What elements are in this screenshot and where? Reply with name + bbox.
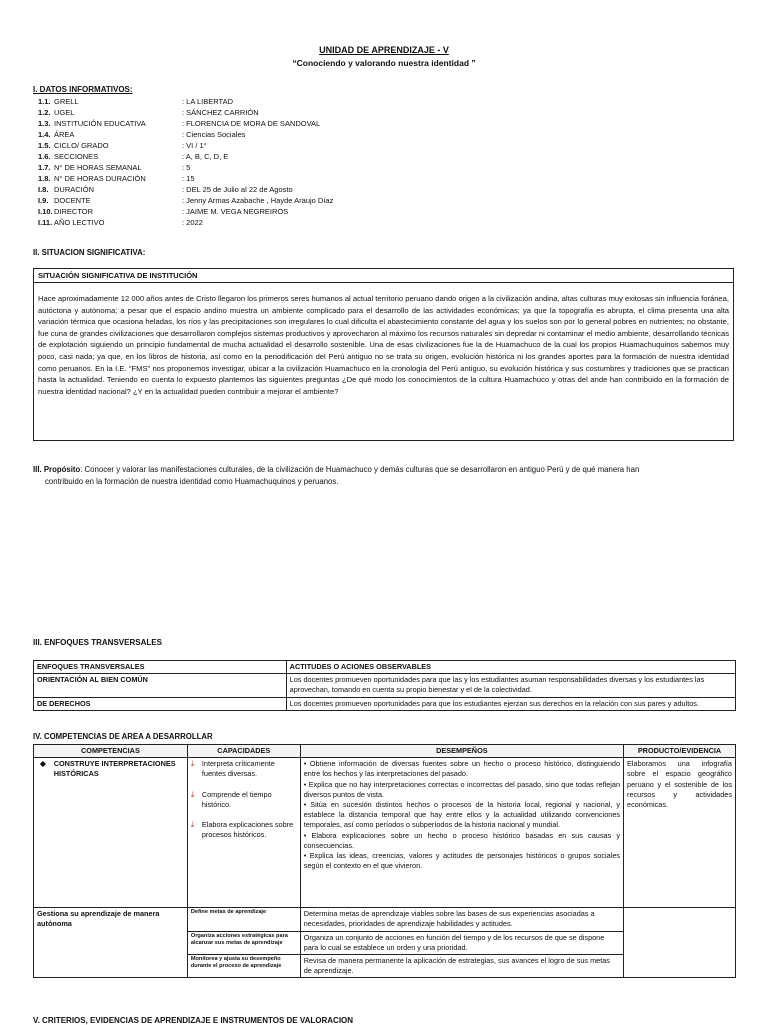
desempeno-item: Determina metas de aprendizaje viables sobre las bases de sus experiencias asociadas a necesidades, prioridades de aprendizaje habilidades y actitudes. [300, 908, 623, 931]
enfoque-text: Los docentes promueven oportunidades para que los estudiantes ejerzan sus derechos en la relación con sus pares y adultos. [286, 697, 735, 710]
info-number: 1.8. [38, 174, 51, 183]
info-value: : Jenny Armas Azabache , Hayde Araujo Díaz [182, 196, 334, 205]
info-row [38, 206, 538, 217]
info-label: DOCENTE [54, 196, 91, 205]
info-value: : LA LIBERTAD [182, 97, 233, 106]
situacion-box [33, 268, 734, 441]
capacidad-item: Interpreta críticamente fuentes diversas. [201, 759, 275, 779]
info-label: SECCIONES [54, 152, 99, 161]
situacion-box-title: SITUACIÓN SIGNIFICATIVA DE INSTITUCIÓN [34, 269, 733, 283]
info-value: : 5 [182, 163, 191, 172]
desempeno-item: • Obtiene información de diversas fuentes sobre un hecho o proceso histórico, distinguiendo entre los hechos y las interpretaciones del pasado. [303, 759, 621, 779]
info-row [38, 195, 538, 206]
info-label: N° DE HORAS DURACIÓN [54, 174, 146, 183]
info-number: 1.3. [38, 119, 51, 128]
competencias-heading: IV. COMPETENCIAS DE AREA A DESARROLLAR [33, 732, 213, 741]
info-value: : JAIME M. VEGA NEGREIROS [182, 207, 289, 216]
info-value: : A, B, C, D, E [182, 152, 229, 161]
diamond-bullet-icon: ◆ [40, 759, 46, 769]
info-label: AÑO LECTIVO [54, 218, 105, 227]
producto-cell: Elaboramos una infografía sobre el espacio geográfico peruano y el sostenible de los recursos y actividades económicas. [624, 758, 736, 908]
info-value: : 15 [182, 174, 195, 183]
info-number: 1.4. [38, 130, 51, 139]
info-row [38, 184, 538, 195]
proposito-text: : Conocer y valorar las manifestaciones culturales, de la civilización de Huamachuco y demás culturas que se desarrollaron en antiguo Perú y de qué manera han [80, 465, 640, 474]
info-row [38, 96, 538, 107]
datos-list [38, 96, 538, 228]
info-number: 1.5. [38, 141, 51, 150]
info-row [38, 173, 538, 184]
situacion-heading: II. SITUACION SIGNIFICATIVA: [33, 248, 146, 257]
col-header-capacidades: CAPACIDADES [187, 745, 300, 758]
situacion-text: Hace aproximadamente 12 000 años antes de Cristo llegaron los primeros seres humanos al actual territorio peruano dando origen a la civilización andina, altas culturas muy exitosas sin influencia foránea, autóctona y autónoma; a pesar que el espacio andino muestra un ambiente complicado para el desarrollo de las actividades económicas; ya que la topografía es abrupta, el clima presenta una alta variación térmica que ocasiona heladas, los ríos y las precipitaciones son irregulares lo cual dificulta el abastecimiento constante del agua y los suelos son por lo general pobres en nutrientes; no obstante, fue cuna de grandes civilizaciones que desarrollaron complejos sistemas productivos y aprovecharon al máximo los recursos naturales sin depredar ni contaminar el medio ambiente, desarrollando técnicas de explotación siguiendo un principio fundamental de mucha actualidad el desarrollo sostenible. Una de esas civilizaciones fue la de Huamachuco de la cual los propios Huamachuquinos sabemos muy poco, casi nada; ya que, en los libros de historia, así como en la periodificación del Perú antiguo no se trata su origen, evolución histórica ni los grandes aportes para la formación de nuestra identidad como peruanos. En la I.E. “FMS” nos proponemos investigar, ubicar a la civilización Huamachuco en la cronología del Perú antiguo, su evolución histórica y sus costumbres y tradiciones que se practican hasta la actualidad. Teniendo en cuenta lo expuesto plantemos las siguientes preguntas ¿De qué modo los conocimientos de la cultura Huamachuco y otras del ande han contribuido en la formación de nuestra identidad nacional? ¿Y en la actualidad pueden contribuir a mejorar el ambiente? [38, 294, 729, 396]
table-row [34, 674, 736, 697]
unit-subtitle: “Conociendo y valorando nuestra identidad ” [292, 58, 476, 68]
info-label: UGEL [54, 108, 75, 117]
info-label: GRELL [54, 97, 79, 106]
table-row [34, 758, 736, 908]
enfoque-name: ORIENTACIÓN AL BIEN COMÚN [34, 674, 287, 697]
desempenos-cell [300, 758, 623, 908]
info-value: : FLORENCIA DE MORA DE SANDOVAL [182, 119, 321, 128]
capacidades-cell [187, 758, 300, 908]
competencias-table [33, 744, 736, 978]
info-label: CICLO/ GRADO [54, 141, 109, 150]
info-number: I.9. [38, 196, 49, 205]
competencia-cell [34, 758, 188, 908]
unit-title: UNIDAD DE APRENDIZAJE - V [319, 45, 449, 55]
info-row [38, 118, 538, 129]
info-row [38, 151, 538, 162]
table-row [34, 908, 736, 931]
capacidad-item: Comprende el tiempo histórico. [201, 789, 272, 809]
info-value: : VI / 1° [182, 141, 207, 150]
competencia-name: CONSTRUYE INTERPRETACIONES HISTÓRICAS [53, 759, 176, 779]
criterios-heading: V. CRITERIOS, EVIDENCIAS DE APRENDIZAJE E INSTRUMENTOS DE VALORACION [33, 1016, 354, 1025]
info-number: I.8. [38, 185, 49, 194]
desempeno-item: Revisa de manera permanente la aplicación de estrategias, sus avances el logro de sus metas de aprendizaje. [300, 955, 623, 978]
datos-heading: I. DATOS INFORMATIVOS: [33, 85, 133, 94]
arrow-bullet-icon: ⤓ [190, 759, 195, 769]
desempeno-item: • Elabora explicaciones sobre un hecho o proceso histórico basadas en sus causas y consecuencias. [303, 830, 621, 850]
col-header-competencias: COMPETENCIAS [34, 745, 188, 758]
enfoques-table [33, 660, 736, 711]
info-number: 1.6. [38, 152, 51, 161]
capacidad-item: Elabora explicaciones sobre procesos históricos. [201, 820, 294, 840]
capacidad-item: Monitorea y ajusta su desempeño durante el proceso de aprendizaje [187, 955, 300, 978]
col-header-producto: PRODUCTO/EVIDENCIA [624, 745, 736, 758]
info-label: N° DE HORAS SEMANAL [54, 163, 142, 172]
enfoques-col-header: ENFOQUES TRANSVERSALES [34, 661, 287, 674]
info-number: I.10. [38, 207, 53, 216]
info-row [38, 140, 538, 151]
competencia-name-2: Gestiona su aprendizaje de manera autónoma [34, 908, 188, 978]
enfoque-name: DE DERECHOS [34, 697, 287, 710]
capacidad-item: Organiza acciones estratégicas para alcanzar sus metas de aprendizaje [187, 931, 300, 954]
info-row [38, 107, 538, 118]
arrow-bullet-icon: ⤓ [190, 820, 195, 830]
info-label: ÁREA [54, 130, 75, 139]
capacidad-item: Define metas de aprendizaje [187, 908, 300, 931]
desempeno-item: • Sitúa en sucesión distintos hechos o procesos de la historia local, regional y nacional, y establece la distancia temporal que hay entre ellos y la actualidad utilizando convenciones temporales, así como períodos o subperíodos de la historia nacional y mundial. [303, 800, 621, 830]
info-number: 1.2. [38, 108, 51, 117]
info-row [38, 162, 538, 173]
enfoque-text: Los docentes promueven oportunidades para que las y los estudiantes asuman responsabilidades diversas y los estudiantes las aprovechan, tomando en cuenta su propio bienestar y el de la colectividad. [286, 674, 735, 697]
actitudes-col-header: ACTITUDES O ACIONES OBSERVABLES [286, 661, 735, 674]
info-number: 1.7. [38, 163, 51, 172]
info-value: : Ciencias Sociales [182, 130, 246, 139]
desempeno-item: Organiza un conjunto de acciones en función del tiempo y de los recursos de que se dispone para lo cual se establece un orden y una prioridad. [300, 931, 623, 954]
info-value: : 2022 [182, 218, 203, 227]
desempeno-item: • Explica las ideas, creencias, valores y actitudes de personajes históricos o grupos sociales según el contexto en el que vivieron. [303, 851, 621, 871]
proposito-block [33, 464, 738, 488]
info-label: DIRECTOR [54, 207, 94, 216]
col-header-desempenos: DESEMPEÑOS [300, 745, 623, 758]
info-value: : DEL 25 de Julio al 22 de Agosto [182, 185, 293, 194]
proposito-text-continued: contribuido en la formación de nuestra identidad como Huamachuquinos y peruanos. [45, 477, 339, 486]
table-row [34, 697, 736, 710]
info-value: : SÁNCHEZ CARRIÓN [182, 108, 259, 117]
info-number: I.11. [38, 218, 53, 227]
info-label: INSTITUCIÓN EDUCATIVA [54, 119, 146, 128]
desempeno-item: • Explica que no hay interpretaciones correctas o incorrectas del pasado, sino que todas reflejan diversos puntos de vista. [303, 779, 621, 799]
proposito-label: III. Propósito [33, 465, 81, 474]
enfoques-heading: III. ENFOQUES TRANSVERSALES [33, 638, 162, 647]
arrow-bullet-icon: ⤓ [190, 789, 195, 799]
producto-cell-empty [624, 908, 736, 978]
info-row [38, 129, 538, 140]
info-row [38, 217, 538, 228]
info-label: DURACIÓN [54, 185, 95, 194]
info-number: 1.1. [38, 97, 51, 106]
